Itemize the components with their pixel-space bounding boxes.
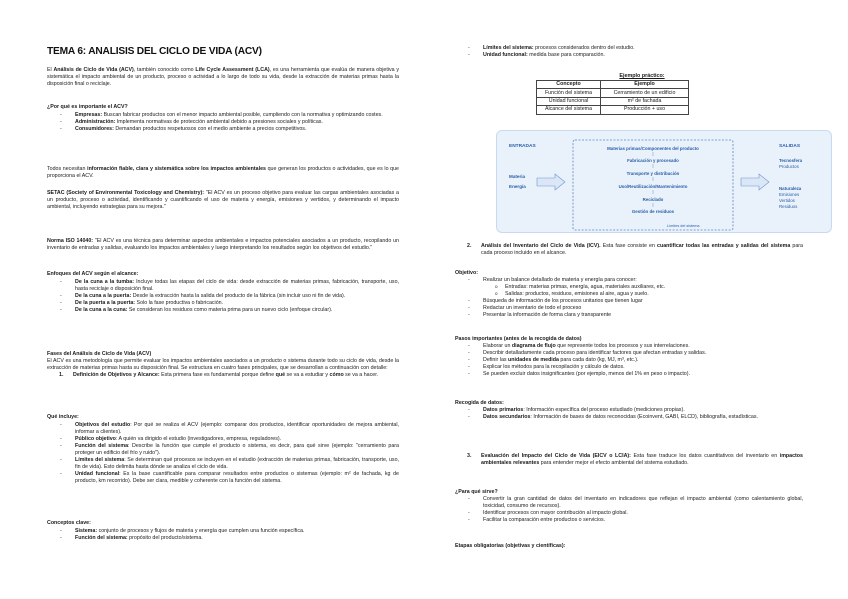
step-label: Reciclado [642, 197, 664, 202]
list-item: - Función del sistema: Describe la función que cumple el producto o sistema, es decir, para qué sirve (ejemplo: "cerramiento para proteger un edificio del frío y ruido"). [47, 443, 399, 457]
list-item: - Facilitar la comparación entre productos o servicios. [455, 517, 803, 524]
tecnosfera-label: Tecnosfera [779, 158, 803, 163]
list-item: - Límites del sistema: Se determinan qué procesos se incluyen en el estudio (extracción de materias primas, fabricación, transporte, uso, fin de vida). Esto delimita hasta dónde se analiza el ciclo de vida. [47, 457, 399, 471]
list-item: - Elaborar un diagrama de flujo que represente todos los procesos y sus interrelaciones. [455, 343, 803, 350]
what-heading: ¿Para qué sirve? [455, 489, 498, 495]
list-item: - De la cuna a la tumba: Incluye todas las etapas del ciclo de vida: desde extracción de materias primas, fabricación, transporte, uso, hasta reciclaje o disposición final. [47, 279, 399, 293]
list-item: - Objetivos del estudio: Por qué se realiza el ACV (ejemplo: comparar dos productos, identificar oportunidades de mejora ambiental, informar a clientes). [47, 422, 399, 436]
includes-heading: Qué incluye: [47, 414, 79, 420]
mandatory-heading: Etapas obligatorias (objetivas y científicas): [455, 543, 566, 549]
list-item: - Sistema: conjunto de procesos y flujos de materia y energía que cumplen una función específica. [47, 528, 399, 535]
why-section [47, 104, 399, 133]
table-header-row [537, 81, 689, 89]
step-label: Transporte y distribución [626, 171, 680, 176]
list-item: - Empresas: Buscan fabricar productos con el menor impacto ambiental posible, cumpliendo con la normativa y optimizando costes. [47, 112, 399, 119]
lca-system-diagram [496, 130, 832, 233]
table-header-cell: Concepto [537, 81, 601, 89]
table-cell: Unidad funcional [537, 97, 601, 105]
vertidos-label: Vertidos [779, 198, 795, 203]
phase-3-block [455, 453, 803, 467]
setac-paragraph: SETAC (Society of Environmental Toxicology and Chemistry): "El ACV es un proceso objetivo para evaluar las cargas ambientales asociadas a un producto, proceso o actividad, identificando y cuantificando el uso de materia y energía, emisiones y vertidos, y determinando el impacto ambiental, incluyendo estrategias para su mejora." [47, 190, 399, 211]
table-row [537, 97, 689, 105]
step-label: Uso/Reutilización/Mantenimiento [618, 184, 688, 189]
step-label: Materias primas/Componentes del producto [607, 146, 699, 151]
entradas-label: ENTRADAS [509, 144, 536, 149]
emisiones-label: Emisiones [779, 192, 800, 197]
list-item: - Describir detalladamente cada proceso para identificar factores que afectan entradas y salidas. [455, 350, 803, 357]
input-arrow [537, 174, 565, 190]
collect-heading: Recogida de datos: [455, 400, 504, 406]
list-item: - De la puerta a la puerta: Solo la fase productiva o fabricación. [47, 300, 399, 307]
list-item: - Explicar los métodos para la recopilación y cálculo de datos. [455, 364, 803, 371]
list-item: - Datos secundarios: Información de bases de datos reconocidas (Ecoinvent, GABI, ELCD), bibliografía, estadísticas. [455, 414, 803, 421]
top-list [455, 45, 803, 59]
naturaleza-label: Naturaleza [779, 186, 802, 191]
list-item: - Redactar un inventario de todo el proceso [455, 305, 803, 312]
list-item: - Límites del sistema: procesos considerados dentro del estudio. [455, 45, 803, 52]
key-heading: Conceptos clave: [47, 520, 91, 526]
list-item: - De la cuna a la puerta: Desde la extracción hasta la salida del producto de la fábrica (sin incluir uso ni fin de vida). [47, 293, 399, 300]
phase-2: 2. Análisis del Inventario del Ciclo de Vida (ICV). Esta fase consiste en cuantificar todas las entradas y salidas del sistema para cada proceso incluido en el alcance. [467, 243, 803, 257]
intro-paragraph: El Análisis de Ciclo de Vida (ACV), también conocido como Life Cycle Assessment (LCA), es una herramienta que evalúa de manera objetiva y sistemática el impacto ambiental de un producto, proceso o actividad a lo largo de todo su vida, desde la extracción de materias primas hasta la disposición final o reciclaje. [47, 67, 399, 88]
step-label: Gestión de residuos [631, 209, 675, 214]
key-concepts-section [47, 520, 399, 542]
list-item: - Definir las unidades de medida para cada dato (kg, MJ, m³, etc.). [455, 357, 803, 364]
list-item: - Búsqueda de información de los procesos unitarios que tienen lugar [455, 298, 803, 305]
table-title: Ejemplo práctico: [619, 73, 665, 79]
what-for-section [455, 489, 803, 524]
table-header-cell: Ejemplo [601, 81, 689, 89]
list-item: - Consumidores: Demandan productos respetuosos con el medio ambiente a precios competitivos. [47, 126, 399, 133]
page-title: TEMA 6: ANALISIS DEL CICLO DE VIDA (ACV) [47, 46, 262, 57]
table-row [537, 106, 689, 114]
boundary-label: Límites del sistema [667, 224, 700, 228]
list-item: - Convertir la gran cantidad de datos del inventario en indicadores que reflejan el impacto ambiental (como calentamiento global, toxicidad, consumo de recursos). [455, 496, 803, 510]
output-arrow [741, 174, 769, 190]
list-item: - Se pueden excluir datos insignificantes (por ejemplo, menos del 1% en peso o impacto). [455, 371, 803, 378]
list-item: - Función del sistema: propósito del producto/sistema. [47, 535, 399, 542]
all-need-paragraph: Todos necesitan información fiable, clara y sistemática sobre los impactos ambientales que generan los productos o actividades, que es lo que proporciona el ACV. [47, 166, 399, 180]
objective-section [455, 270, 803, 319]
salidas-label: SALIDAS [779, 144, 801, 149]
why-heading: ¿Por qué es importante el ACV? [47, 104, 128, 110]
productos-label: Productos [779, 164, 799, 169]
phases-paragraph: El ACV es una metodología que permite evaluar los impactos ambientales asociados a un producto o sistema durante todo su ciclo de vida, desde la extracción de materias primas hasta su disposición final. Se estructura en cuatro fases principales, que se desarrollan a continuación con detalle: [47, 358, 399, 372]
table-cell: Alcance del sistema [537, 106, 601, 114]
residuos-label: Residuos [779, 204, 798, 209]
list-item: - Realizar un balance detallado de materia y energía para conocer: o Entradas: materias primas, energía, agua, materiales auxiliares, etc. o Salidas: productos, residuos, emisiones al aire, agua y suelo. [455, 277, 803, 298]
table-cell: Producción + uso [601, 106, 689, 114]
energia-label: Energía [509, 184, 526, 189]
list-item: - Unidad funcional: Es la base cuantificable para comparar resultados entre productos o sistemas (ejemplo: m² de fachada, kg de producto, km recorrido). Debe ser clara, medible y coherente con la función del sistema. [47, 471, 399, 485]
steps-heading: Pasos importantes (antes de la recogida de datos) [455, 336, 582, 342]
table-cell: Cerramiento de un edificio [601, 89, 689, 97]
step-label: Fabricación y procesado [627, 158, 679, 163]
list-item: - Público objetivo: A quién va dirigido el estudio (investigadores, empresa, reguladores). [47, 436, 399, 443]
phases-heading: Fases del Análisis de Ciclo de Vida (ACV) [47, 351, 152, 357]
table-row [537, 89, 689, 97]
table-cell: Función del sistema [537, 89, 601, 97]
list-item: - Presentar la información de forma clara y transparente [455, 312, 803, 319]
table-cell: m² de fachada [601, 97, 689, 105]
phase-2-block [455, 243, 803, 257]
example-table [536, 80, 689, 115]
scope-heading: Enfoques del ACV según el alcance: [47, 271, 139, 277]
list-item: - De la cuna a la cuna: Se consideran los residuos como materia prima para un nuevo ciclo (enfoque circular). [47, 307, 399, 314]
phases-section [47, 351, 399, 379]
includes-section [47, 414, 399, 485]
list-item: - Unidad funcional: medida base para comparación. [455, 52, 803, 59]
sub-list-item: o Entradas: materias primas, energía, agua, materiales auxiliares, etc. [455, 284, 803, 291]
steps-section [455, 336, 803, 378]
phase-1: 1. Definición de Objetivos y Alcance: Esta primera fase es fundamental porque define qué se va a estudiar y cómo se va a hacer. [59, 372, 379, 379]
list-item: - Identificar procesos con mayor contribución al impacto global. [455, 510, 803, 517]
data-collection-section [455, 400, 803, 421]
scope-section [47, 271, 399, 314]
list-item: - Administración: Implementa normativas de protección ambiental debido a presiones sociales y políticas. [47, 119, 399, 126]
objective-heading: Objetivo: [455, 270, 478, 276]
iso-paragraph: Norma ISO 14040: "El ACV es una técnica para determinar aspectos ambientales e impactos potenciales asociados a un producto, recopilando un inventario de entradas y salidas, evaluando los impactos ambientales y luego interpretando los resultados según los objetivos del estudio." [47, 238, 399, 252]
phase-3: 3. Evaluación del Impacto del Ciclo de Vida (EICV o LCIA): Esta fase traduce los datos cuantitativos del inventario en impactos ambientales relevantes para entender mejor el efecto ambiental del sistema estudiado. [467, 453, 803, 467]
materia-label: Materia [509, 174, 526, 179]
sub-list-item: o Salidas: productos, residuos, emisiones al aire, agua y suelo. [455, 291, 803, 298]
list-item: - Datos primarios: Información específica del proceso estudiado (mediciones propias). [455, 407, 803, 414]
